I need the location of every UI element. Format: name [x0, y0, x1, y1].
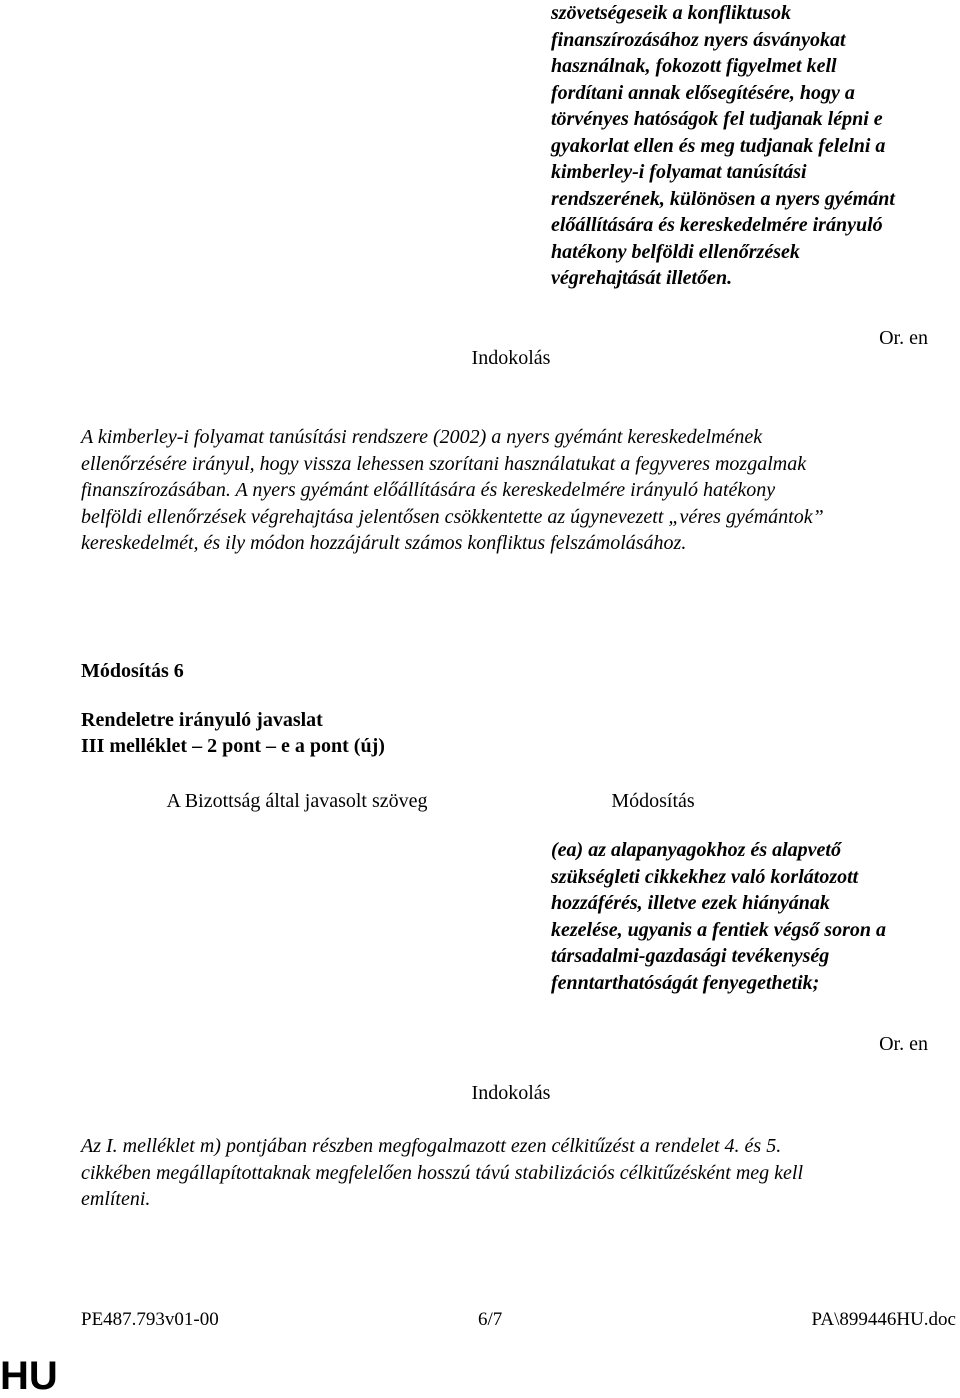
- justification-line: A kimberley-i folyamat tanúsítási rendszere (2002) a nyers gyémánt kereskedelmének: [81, 426, 763, 448]
- original-language-label: Or. en: [879, 327, 928, 349]
- amendment-line: fordítani annak elősegítésére, hogy a: [551, 81, 855, 104]
- amendment-line: rendszerének, különösen a nyers gyémánt: [551, 187, 895, 210]
- amendment-line: törvényes hatóságok fel tudjanak lépni e: [551, 108, 883, 130]
- proposal-label: Rendeletre irányuló javaslat: [81, 709, 323, 731]
- justification-line: említeni.: [81, 1188, 151, 1210]
- amendment-line: használnak, fokozott figyelmet kell: [551, 55, 837, 77]
- amendment-reference: III melléklet – 2 pont – e a pont (új): [81, 735, 385, 757]
- amendment-line: hatékony belföldi ellenőrzések: [551, 240, 800, 263]
- language-code: HU: [0, 1354, 58, 1398]
- footer-file-ref: PA\899446HU.doc: [811, 1309, 956, 1330]
- amendment-line: kimberley-i folyamat tanúsítási: [551, 161, 807, 183]
- amendment-text: [551, 837, 951, 996]
- justification-line: finanszírozásában. A nyers gyémánt előállítására és kereskedelmére irányuló hatékony: [81, 479, 776, 501]
- justification-heading: Indokolás: [471, 347, 551, 369]
- amendment-line: (ea) az alapanyagokhoz és alapvető: [551, 839, 841, 861]
- amendment-line: hozzáférés, illetve ezek hiányának: [551, 892, 830, 914]
- justification-line: cikkében megállapítottaknak megfelelően hosszú távú stabilizációs célkitűzésként meg kell: [81, 1161, 804, 1184]
- footer-page-number: 6/7: [478, 1309, 503, 1330]
- justification-text: [81, 424, 941, 557]
- amendment-line: kezelése, ugyanis a fentiek végső soron a: [551, 918, 886, 941]
- justification-line: belföldi ellenőrzések végrehajtása jelentősen csökkentette az úgynevezett „véres gyémántok”: [81, 505, 824, 528]
- justification-line: ellenőrzésére irányul, hogy vissza lehessen szorítani használatukat a fegyveres mozgalmak: [81, 452, 807, 475]
- amendment-line: fenntarthatóságát fenyegethetik;: [551, 971, 820, 994]
- justification-heading: Indokolás: [471, 1082, 551, 1104]
- justification-line: kereskedelmét, és ily módon hozzájárult számos konfliktus felszámolásához.: [81, 532, 687, 554]
- amendment-title: Módosítás 6: [81, 660, 184, 682]
- amendment-line: finanszírozásához nyers ásványokat: [551, 28, 846, 51]
- amendment-line: társadalmi-gazdasági tevékenység: [551, 945, 830, 967]
- amendment-column-heading-text: Módosítás: [611, 790, 695, 812]
- amendment-line: szövetségeseik a konfliktusok: [551, 2, 791, 24]
- footer-doc-ref: PE487.793v01-00: [81, 1309, 219, 1330]
- amendment-line: gyakorlat ellen és meg tudjanak felelni a: [551, 134, 886, 157]
- justification-text: [81, 1133, 941, 1213]
- justification-line: Az I. melléklet m) pontjában részben megfogalmazott ezen célkitűzést a rendelet 4. és 5.: [81, 1135, 782, 1157]
- amendment-text-continuation: [551, 0, 951, 292]
- amendment-column-heading: [551, 788, 951, 815]
- amendment-line: szükségleti cikkekhez való korlátozott: [551, 865, 859, 888]
- commission-text-heading: A Bizottság által javasolt szöveg: [166, 790, 428, 812]
- amendment-line: előállítására és kereskedelmére irányuló: [551, 214, 883, 236]
- amendment-line: végrehajtását illetően.: [551, 267, 733, 289]
- original-language-label: Or. en: [879, 1033, 928, 1055]
